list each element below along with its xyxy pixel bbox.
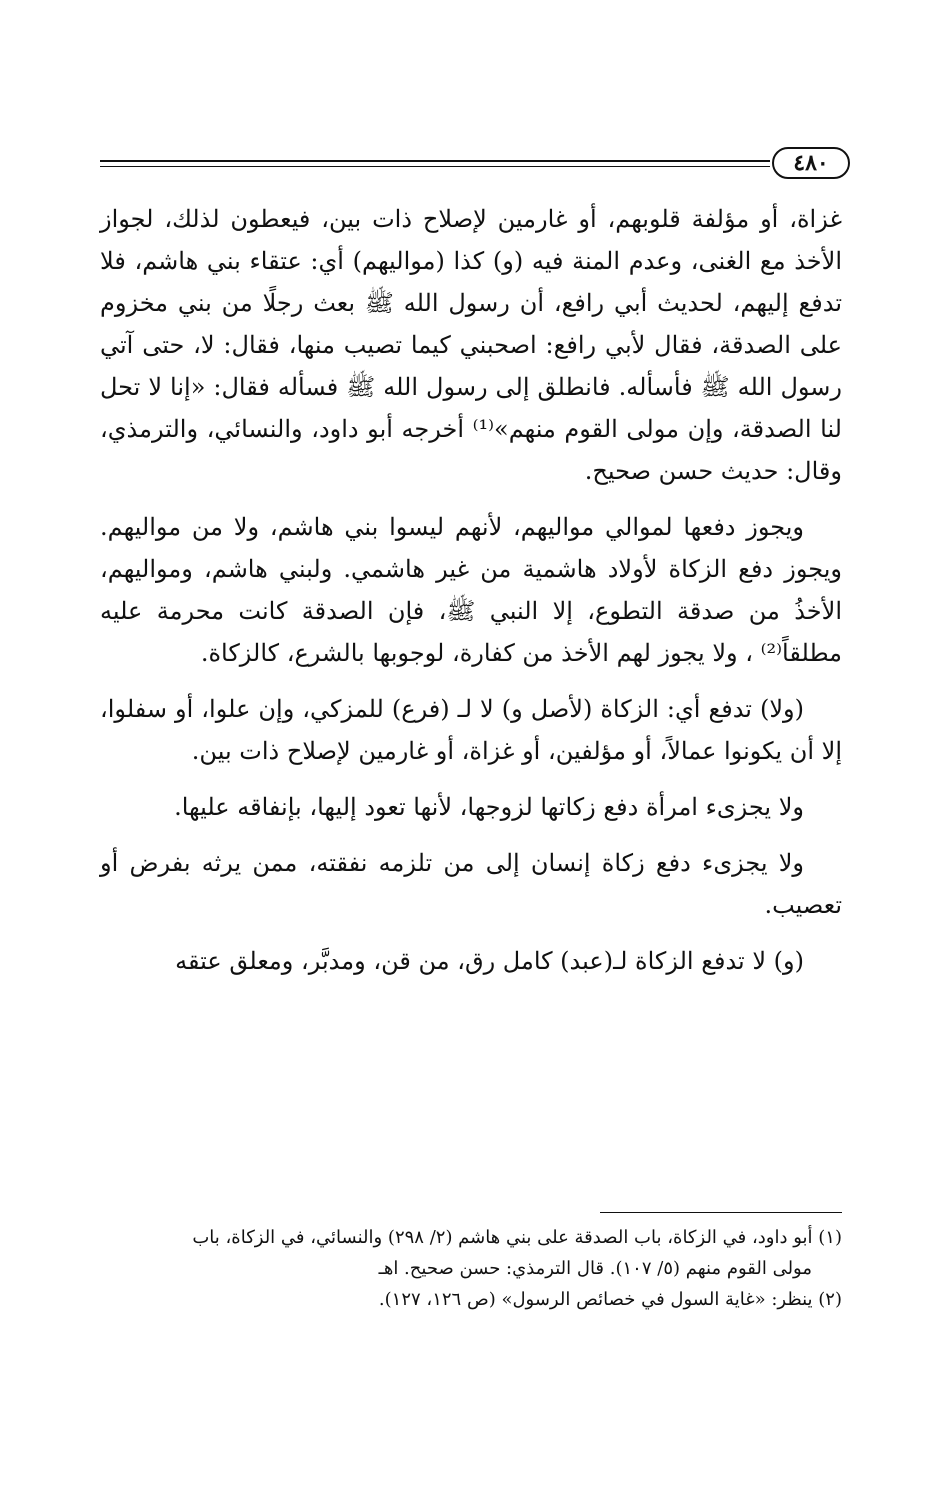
page-header — [100, 145, 850, 185]
header-rule — [100, 160, 770, 162]
header-rule-thin — [100, 166, 770, 167]
paragraph: ويجوز دفعها لموالي مواليهم، لأنهم ليسوا بني هاشم، ولا من مواليهم. ويجوز دفع الزكاة لأولاد هاشمية من غير هاشمي. ولبني هاشم، ومواليهم، الأخذُ من صدقة التطوع، إلا النبي ﷺ، فإن الصدقة كانت محرمة عليه مطلقاً⁽²⁾ ، ولا يجوز لهم الأخذ من كفارة، لوجوبها بالشرع، كالزكاة. — [100, 513, 842, 667]
paragraph: غزاة، أو مؤلفة قلوبهم، أو غارمين لإصلاح ذات بين، فيعطون لذلك، لجواز الأخذ مع الغنى، وعدم المنة فيه (و) كذا (مواليهم) أي: عتقاء بني هاشم، فلا تدفع إليهم، لحديث أبي رافع، أن رسول الله ﷺ بعث رجلًا من بني مخزوم على الصدقة، فقال لأبي رافع: اصحبني كيما تصيب منها، فقال: لا، حتى آتي رسول الله ﷺ فأسأله. فانطلق إلى رسول الله ﷺ فسأله فقال: «إنا لا تحل لنا الصدقة، وإن مولى القوم منهم»⁽¹⁾ أخرجه أبو داود، والنسائي، والترمذي، وقال: حديث حسن صحيح. — [100, 205, 843, 485]
main-text — [100, 198, 842, 996]
footnote-separator — [600, 1212, 842, 1213]
paragraph: (ولا) تدفع أي: الزكاة (لأصل و) لا لـ (فرع) للمزكي، وإن علوا، أو سفلوا، إلا أن يكونوا عمالاً، أو مؤلفين، أو غزاة، أو غارمين لإصلاح ذات بين. — [100, 695, 842, 765]
paragraph: (و) لا تدفع الزكاة لـ(عبد) كامل رق، من قن، ومدبَّر، ومعلق عتقه — [175, 947, 804, 975]
footnote-continuation: مولى القوم منهم (٥/ ١٠٧). قال الترمذي: حسن صحيح. اهـ — [378, 1258, 812, 1279]
paragraph: ولا يجزىء دفع زكاة إنسان إلى من تلزمه نفقته، ممن يرثه بفرض أو تعصيب. — [100, 849, 842, 919]
page-number: ٤٨٠ — [772, 147, 850, 179]
paragraph: ولا يجزىء امرأة دفع زكاتها لزوجها، لأنها تعود إليها، بإنفاقه عليها. — [174, 793, 804, 821]
footnote: (١) أبو داود، في الزكاة، باب الصدقة على بني هاشم (٢/ ٢٩٨) والنسائي، في الزكاة، باب — [192, 1227, 842, 1248]
footnotes — [100, 1222, 842, 1315]
footnote: (٢) ينظر: «غاية السول في خصائص الرسول» (ص ١٢٦، ١٢٧). — [378, 1289, 842, 1310]
